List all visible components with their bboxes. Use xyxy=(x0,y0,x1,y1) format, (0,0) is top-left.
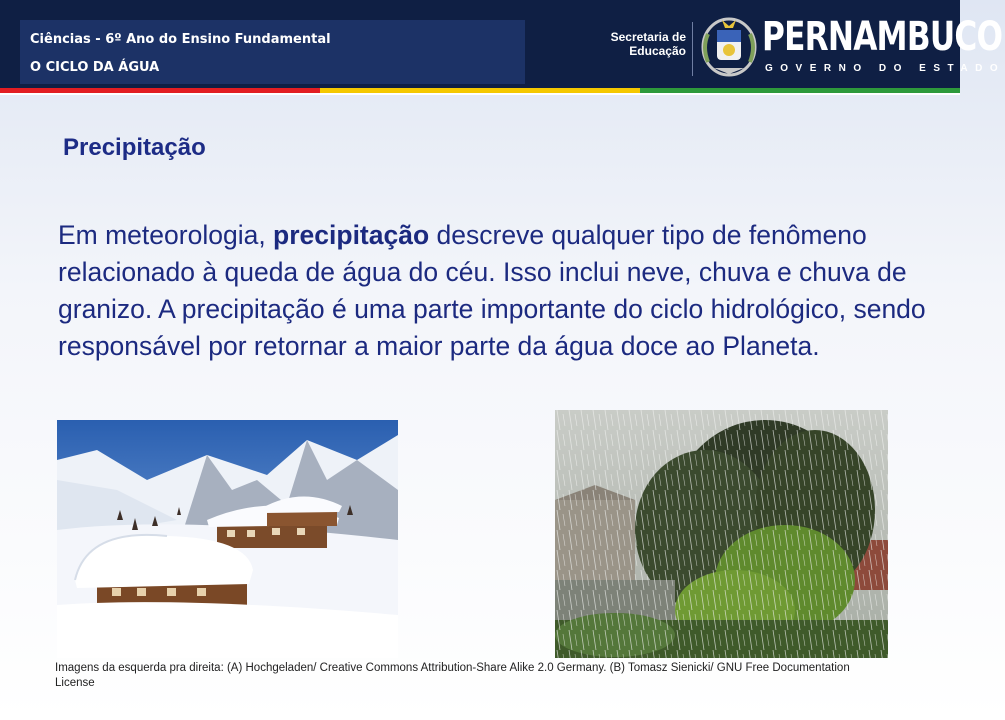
header-bar xyxy=(0,0,1005,88)
header-divider xyxy=(692,22,693,76)
course-subject: Ciências - 6º Ano do Ensino Fundamental xyxy=(30,32,331,47)
state-logo-title: PERNAMBUCO xyxy=(762,14,1003,60)
stripe-underline xyxy=(0,93,960,95)
secretaria-label xyxy=(606,30,686,58)
secretaria-line2: Educação xyxy=(629,44,686,58)
body-text-part2: descreve qualquer tipo de fenômeno relacionado à queda de água do céu. Isso inclui neve, chuva e chuva de granizo. A precipitação é uma parte importante do ciclo hidrológico, sendo responsável por retornar a maior parte da água doce ao Planeta. xyxy=(58,220,926,361)
secretaria-line1: Secretaria de xyxy=(610,30,686,44)
image-credit-caption: Imagens da esquerda pra direita: (A) Hochgeladen/ Creative Commons Attribution-Share Alike 2.0 Germany. (B) Tomasz Sienicki/ GNU Free Documentation License xyxy=(55,662,850,689)
state-logo-subtitle: GOVERNO DO ESTADO xyxy=(765,63,1005,74)
slide-title: Precipitação xyxy=(63,134,206,161)
body-text-part1: Em meteorologia, xyxy=(58,220,274,250)
course-info-box xyxy=(20,20,525,84)
body-paragraph xyxy=(58,217,928,365)
body-text-keyword: precipitação xyxy=(273,220,430,250)
state-crest-icon xyxy=(700,14,758,78)
rain-trees-photo xyxy=(555,410,888,658)
lesson-topic: O CICLO DA ÁGUA xyxy=(30,60,160,75)
snow-chalet-photo xyxy=(57,420,398,658)
